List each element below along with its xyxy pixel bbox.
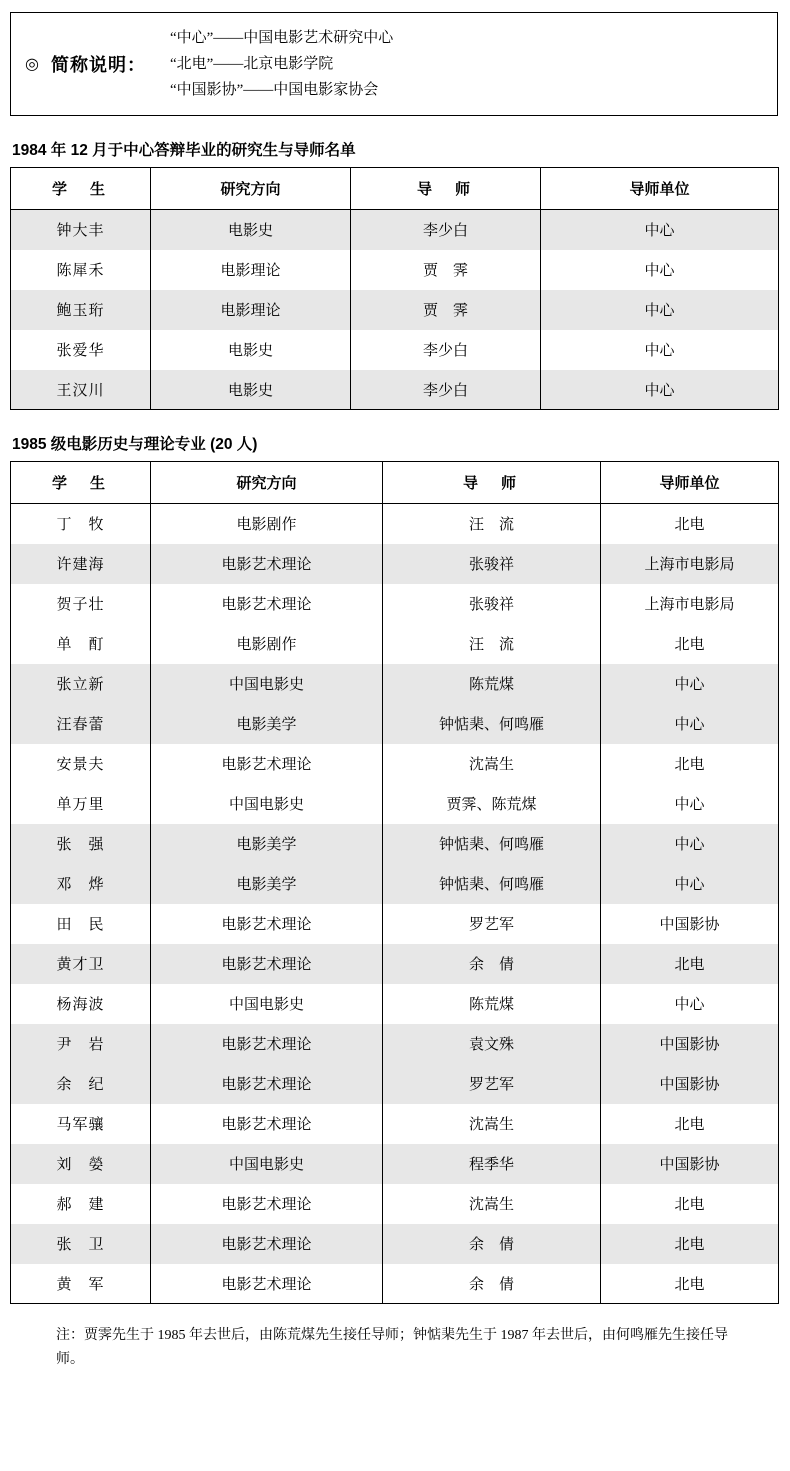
table-row	[11, 744, 779, 784]
cell-advisor: 张骏祥	[383, 584, 601, 624]
table-row	[11, 904, 779, 944]
cell-direction: 电影艺术理论	[151, 544, 383, 584]
cell-student: 王汉川	[11, 370, 151, 410]
table-row	[11, 250, 779, 290]
column-header-direction: 研究方向	[151, 462, 383, 504]
cell-student: 田 民	[11, 904, 151, 944]
cell-direction: 中国电影史	[151, 664, 383, 704]
cell-advisor-unit: 中国影协	[601, 1064, 779, 1104]
cell-student: 钟大丰	[11, 210, 151, 250]
cell-advisor-unit: 中心	[601, 784, 779, 824]
table-row	[11, 704, 779, 744]
section-title-1985: 1985 级电影历史与理论专业 (20 人)	[12, 436, 258, 453]
table-row	[11, 290, 779, 330]
cell-student: 张 强	[11, 824, 151, 864]
legend-label: 简称说明：	[50, 55, 146, 75]
cell-advisor-unit: 上海市电影局	[601, 584, 779, 624]
cell-direction: 电影艺术理论	[151, 904, 383, 944]
cell-student: 郝 建	[11, 1184, 151, 1224]
table-header-row	[11, 462, 779, 504]
cell-direction: 电影艺术理论	[151, 1184, 383, 1224]
cell-student: 丁 牧	[11, 504, 151, 544]
cell-advisor-unit: 中国影协	[601, 1144, 779, 1184]
table-row	[11, 1264, 779, 1304]
cell-advisor: 李少白	[351, 370, 541, 410]
cell-advisor-unit: 中心	[601, 664, 779, 704]
cell-advisor: 贾霁、陈荒煤	[383, 784, 601, 824]
table-row	[11, 584, 779, 624]
cell-student: 刘 嫈	[11, 1144, 151, 1184]
cell-direction: 电影美学	[151, 704, 383, 744]
cell-student: 余 纪	[11, 1064, 151, 1104]
legend-line: “中心”——中国电影艺术研究中心	[169, 29, 394, 46]
cell-advisor: 沈嵩生	[383, 744, 601, 784]
cell-direction: 中国电影史	[151, 1144, 383, 1184]
cell-advisor-unit: 中国影协	[601, 904, 779, 944]
table-row	[11, 504, 779, 544]
cell-advisor: 余 倩	[383, 944, 601, 984]
table-row	[11, 864, 779, 904]
table-row	[11, 984, 779, 1024]
legend-line: “中国影协”——中国电影家协会	[169, 82, 379, 99]
table-row	[11, 1064, 779, 1104]
table-header-row	[11, 168, 779, 210]
legend-line-list	[170, 25, 393, 104]
cell-advisor-unit: 北电	[601, 1224, 779, 1264]
table-row	[11, 330, 779, 370]
bullet-icon: ◎	[25, 56, 39, 73]
table-row	[11, 1224, 779, 1264]
legend-line: “北电”——北京电影学院	[169, 55, 334, 72]
cell-advisor: 袁文殊	[383, 1024, 601, 1064]
column-header-direction: 研究方向	[151, 168, 351, 210]
column-header-advisor: 导 师	[351, 168, 541, 210]
cell-direction: 电影艺术理论	[151, 744, 383, 784]
table-row	[11, 370, 779, 410]
roster-table-1984	[10, 167, 779, 410]
cell-advisor: 钟惦棐、何鸣雁	[383, 824, 601, 864]
cell-direction: 电影理论	[151, 250, 351, 290]
cell-advisor-unit: 北电	[601, 944, 779, 984]
cell-advisor: 贾 霁	[351, 290, 541, 330]
cell-student: 黄 军	[11, 1264, 151, 1304]
cell-direction: 中国电影史	[151, 984, 383, 1024]
cell-direction: 电影艺术理论	[151, 1024, 383, 1064]
cell-advisor-unit: 中心	[541, 250, 779, 290]
cell-advisor: 沈嵩生	[383, 1104, 601, 1144]
cell-student: 邓 烨	[11, 864, 151, 904]
cell-direction: 电影艺术理论	[151, 944, 383, 984]
cell-student: 马军骧	[11, 1104, 151, 1144]
cell-direction: 电影剧作	[151, 624, 383, 664]
cell-advisor-unit: 上海市电影局	[601, 544, 779, 584]
cell-advisor: 余 倩	[383, 1224, 601, 1264]
table-row	[11, 1024, 779, 1064]
cell-advisor-unit: 中心	[541, 290, 779, 330]
cell-direction: 电影史	[151, 210, 351, 250]
table-row	[11, 210, 779, 250]
cell-student: 陈犀禾	[11, 250, 151, 290]
cell-direction: 电影艺术理论	[151, 584, 383, 624]
cell-advisor: 陈荒煤	[383, 984, 601, 1024]
cell-advisor-unit: 北电	[601, 1264, 779, 1304]
cell-direction: 电影美学	[151, 824, 383, 864]
column-header-advisor-unit: 导师单位	[601, 462, 779, 504]
cell-advisor-unit: 中心	[601, 824, 779, 864]
cell-advisor-unit: 中心	[541, 330, 779, 370]
cell-direction: 电影理论	[151, 290, 351, 330]
cell-student: 汪春蕾	[11, 704, 151, 744]
cell-advisor: 沈嵩生	[383, 1184, 601, 1224]
table-row	[11, 784, 779, 824]
cell-direction: 中国电影史	[151, 784, 383, 824]
cell-advisor: 李少白	[351, 330, 541, 370]
cell-direction: 电影艺术理论	[151, 1104, 383, 1144]
column-header-advisor-unit: 导师单位	[541, 168, 779, 210]
abbreviation-legend	[10, 12, 778, 116]
footnote: 注：贾霁先生于 1985 年去世后，由陈荒煤先生接任导师；钟惦棐先生于 1987 年去世后，由何鸣雁先生接任导师。	[56, 1328, 728, 1367]
cell-advisor: 汪 流	[383, 504, 601, 544]
cell-direction: 电影艺术理论	[151, 1264, 383, 1304]
cell-advisor-unit: 中国影协	[601, 1024, 779, 1064]
cell-advisor-unit: 中心	[541, 210, 779, 250]
cell-advisor-unit: 中心	[601, 984, 779, 1024]
cell-advisor: 程季华	[383, 1144, 601, 1184]
cell-student: 张立新	[11, 664, 151, 704]
table-row	[11, 544, 779, 584]
cell-student: 鲍玉珩	[11, 290, 151, 330]
cell-student: 尹 岩	[11, 1024, 151, 1064]
table-row	[11, 624, 779, 664]
cell-advisor: 张骏祥	[383, 544, 601, 584]
cell-student: 张 卫	[11, 1224, 151, 1264]
table-row	[11, 1184, 779, 1224]
cell-student: 安景夫	[11, 744, 151, 784]
column-header-advisor: 导 师	[383, 462, 601, 504]
table-row	[11, 1104, 779, 1144]
table-row	[11, 1144, 779, 1184]
cell-student: 许建海	[11, 544, 151, 584]
cell-advisor: 罗艺军	[383, 904, 601, 944]
cell-direction: 电影史	[151, 330, 351, 370]
cell-student: 张爱华	[11, 330, 151, 370]
cell-advisor: 贾 霁	[351, 250, 541, 290]
cell-direction: 电影艺术理论	[151, 1064, 383, 1104]
cell-advisor: 陈荒煤	[383, 664, 601, 704]
cell-student: 黄才卫	[11, 944, 151, 984]
cell-advisor: 余 倩	[383, 1264, 601, 1304]
cell-student: 杨海波	[11, 984, 151, 1024]
column-header-student: 学 生	[11, 168, 151, 210]
cell-direction: 电影史	[151, 370, 351, 410]
cell-student: 贺子壮	[11, 584, 151, 624]
cell-advisor-unit: 北电	[601, 1104, 779, 1144]
cell-advisor-unit: 北电	[601, 624, 779, 664]
cell-advisor: 钟惦棐、何鸣雁	[383, 704, 601, 744]
cell-student: 单 酊	[11, 624, 151, 664]
cell-advisor: 钟惦棐、何鸣雁	[383, 864, 601, 904]
cell-advisor: 罗艺军	[383, 1064, 601, 1104]
cell-advisor-unit: 北电	[601, 744, 779, 784]
cell-student: 单万里	[11, 784, 151, 824]
table-row	[11, 944, 779, 984]
cell-advisor: 李少白	[351, 210, 541, 250]
cell-advisor-unit: 北电	[601, 504, 779, 544]
cell-advisor-unit: 中心	[541, 370, 779, 410]
cell-advisor-unit: 中心	[601, 864, 779, 904]
cell-advisor: 汪 流	[383, 624, 601, 664]
roster-table-1985	[10, 461, 779, 1304]
cell-advisor-unit: 北电	[601, 1184, 779, 1224]
table-row	[11, 824, 779, 864]
cell-direction: 电影剧作	[151, 504, 383, 544]
cell-direction: 电影美学	[151, 864, 383, 904]
section-title-1984: 1984 年 12 月于中心答辩毕业的研究生与导师名单	[12, 142, 356, 159]
cell-direction: 电影艺术理论	[151, 1224, 383, 1264]
cell-advisor-unit: 中心	[601, 704, 779, 744]
table-row	[11, 664, 779, 704]
column-header-student: 学 生	[11, 462, 151, 504]
